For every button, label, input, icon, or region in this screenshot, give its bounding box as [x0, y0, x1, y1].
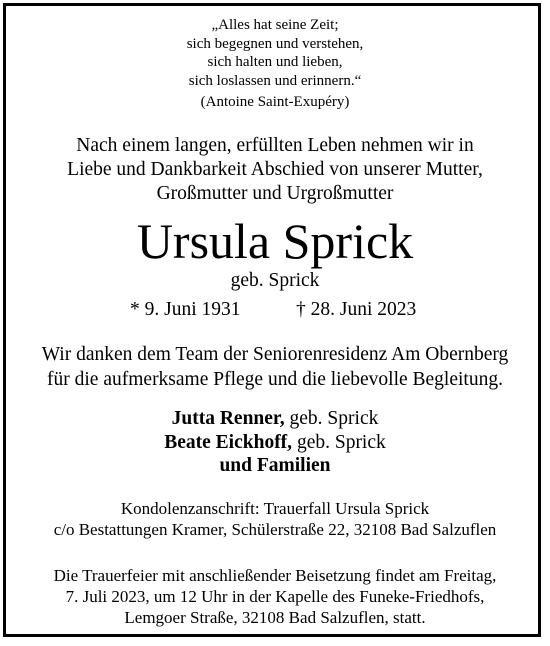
quote-line: sich loslassen und erinnern.“	[188, 72, 362, 89]
intro-text	[0, 134, 550, 206]
condolence-address	[0, 498, 550, 540]
mourner-name: Beate Eickhoff,	[164, 431, 293, 453]
intro-line: Nach einem langen, erfüllten Leben nehmen wir in	[76, 135, 474, 156]
quote-line: sich halten und lieben,	[207, 54, 343, 70]
condolence-line: c/o Bestattungen Kramer, Schülerstraße 22, 32108 Bad Salzuflen	[53, 520, 497, 539]
funeral-line: Die Trauerfeier mit anschließender Beisetzung findet am Freitag,	[53, 566, 497, 585]
thanks-line: für die aufmerksame Pflege und die liebevolle Begleitung.	[47, 368, 503, 390]
condolence-line: Kondolenzanschrift: Trauerfall Ursula Sprick	[120, 499, 430, 518]
mourner-name: und Familien	[219, 455, 331, 476]
birth-date: * 9. Juni 1931	[130, 299, 241, 320]
mourner-entry	[0, 431, 550, 455]
birth-name: geb. Sprick	[230, 270, 320, 291]
intro-line: Großmutter und Urgroßmutter	[156, 183, 394, 204]
mourner-entry	[0, 407, 550, 431]
funeral-line: 7. Juli 2023, um 12 Uhr in der Kapelle des Funeke-Friedhofs,	[65, 587, 485, 606]
intro-line: Liebe und Dankbarkeit Abschied von unserer Mutter,	[67, 159, 483, 180]
funeral-line: Lemgoer Straße, 32108 Bad Salzuflen, statt.	[124, 608, 426, 627]
funeral-info	[0, 565, 550, 628]
mourner-suffix: geb. Sprick	[284, 408, 379, 429]
thanks-line: Wir danken dem Team der Seniorenresidenz Am Obernberg	[41, 344, 509, 365]
quote-author: (Antoine Saint-Exupéry)	[200, 94, 350, 110]
death-date: † 28. Juni 2023	[296, 299, 417, 320]
deceased-name: Ursula Sprick	[136, 213, 414, 269]
quote-block	[0, 16, 550, 112]
mourner-suffix: geb. Sprick	[292, 431, 386, 453]
mourners-list	[0, 407, 550, 478]
thanks-text	[0, 343, 550, 392]
mourner-entry	[0, 454, 550, 478]
quote-line: sich begegnen und verstehen,	[186, 35, 364, 52]
mourner-name: Jutta Renner,	[171, 408, 285, 429]
quote-line: „Alles hat seine Zeit;	[211, 17, 339, 33]
